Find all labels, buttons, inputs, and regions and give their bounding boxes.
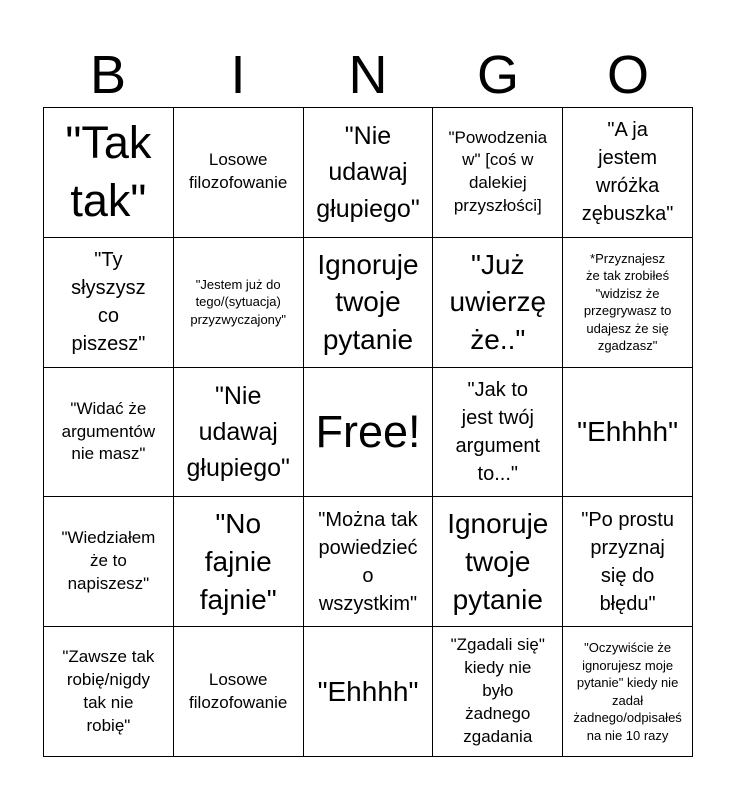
bingo-cell-free[interactable] <box>304 368 434 498</box>
cell-text: "Zgadali się" kiedy nie było żadnego zgadania <box>450 635 545 746</box>
bingo-cell[interactable] <box>433 497 563 627</box>
cell-text: Losowe filozofowanie <box>189 669 288 712</box>
bingo-cell[interactable] <box>433 627 563 757</box>
bingo-cell[interactable] <box>304 108 434 238</box>
cell-text: "Po prostu przyznaj się do błędu" <box>581 508 674 615</box>
cell-text: "Powodzenia w" [coś w dalekiej przyszłości] <box>448 127 548 216</box>
header-letter-n: N <box>348 45 388 105</box>
cell-text: "Ehhhh" <box>317 675 419 707</box>
bingo-cell[interactable] <box>174 627 304 757</box>
cell-text: "Nie udawaj głupiego" <box>186 381 290 483</box>
header-letter-g: G <box>476 45 519 105</box>
cell-text: "Tak tak" <box>65 116 152 227</box>
cell-text: *Przyznajesz że tak zrobiłeś "widzisz że przegrywasz to udajesz że się zgadzasz" <box>583 250 672 354</box>
bingo-cell[interactable] <box>44 497 174 627</box>
bingo-cell[interactable] <box>563 108 693 238</box>
bingo-cell[interactable] <box>304 497 434 627</box>
header-letter-i: I <box>230 45 246 105</box>
bingo-cell[interactable] <box>174 497 304 627</box>
bingo-cell[interactable] <box>44 238 174 368</box>
cell-text: "A ja jestem wróżka zębuszka" <box>581 119 674 226</box>
cell-text: "Jak to jest twój argument to..." <box>455 378 541 485</box>
bingo-cell[interactable] <box>563 238 693 368</box>
bingo-cell[interactable] <box>563 497 693 627</box>
bingo-cell[interactable] <box>44 368 174 498</box>
cell-text: "Nie udawaj głupiego" <box>316 122 420 223</box>
header-letter-b: B <box>89 45 127 105</box>
cell-text: "Ehhhh" <box>577 416 679 448</box>
bingo-cell[interactable] <box>304 238 434 368</box>
cell-text: "Wiedziałem że to napiszesz" <box>61 528 156 594</box>
bingo-cell[interactable] <box>174 108 304 238</box>
bingo-cell[interactable] <box>44 627 174 757</box>
cell-text: Ignoruje twoje pytanie <box>447 508 549 615</box>
bingo-board <box>43 107 693 757</box>
cell-text: "Jestem już do tego/(sytuacja) przyzwyczajony" <box>190 276 287 327</box>
cell-text: "Zawsze tak robię/nigdy tak nie robię" <box>62 646 155 735</box>
header-letter-o: O <box>606 45 649 105</box>
cell-text: "Oczywiście że ignorujesz moje pytanie" kiedy nie zadał żadnego/odpisałeś na nie 10 razy <box>573 639 682 743</box>
bingo-cell[interactable] <box>174 368 304 498</box>
cell-text: "No fajnie fajnie" <box>199 508 277 615</box>
bingo-cell[interactable] <box>433 368 563 498</box>
cell-text: "Ty słyszysz co piszesz" <box>71 249 146 356</box>
bingo-cell[interactable] <box>174 238 304 368</box>
free-space-text: Free! <box>315 405 421 457</box>
bingo-cell[interactable] <box>433 238 563 368</box>
cell-text: "Można tak powiedzieć o wszystkim" <box>318 508 418 615</box>
bingo-cell[interactable] <box>433 108 563 238</box>
bingo-cell[interactable] <box>44 108 174 238</box>
bingo-cell[interactable] <box>304 627 434 757</box>
bingo-header <box>43 42 693 108</box>
cell-text: Losowe filozofowanie <box>189 150 288 193</box>
bingo-cell[interactable] <box>563 627 693 757</box>
bingo-cell[interactable] <box>563 368 693 498</box>
cell-text: "Już uwierzę że.." <box>449 248 547 356</box>
cell-text: Ignoruje twoje pytanie <box>317 248 419 356</box>
cell-text: "Widać że argumentów nie masz" <box>61 398 156 464</box>
